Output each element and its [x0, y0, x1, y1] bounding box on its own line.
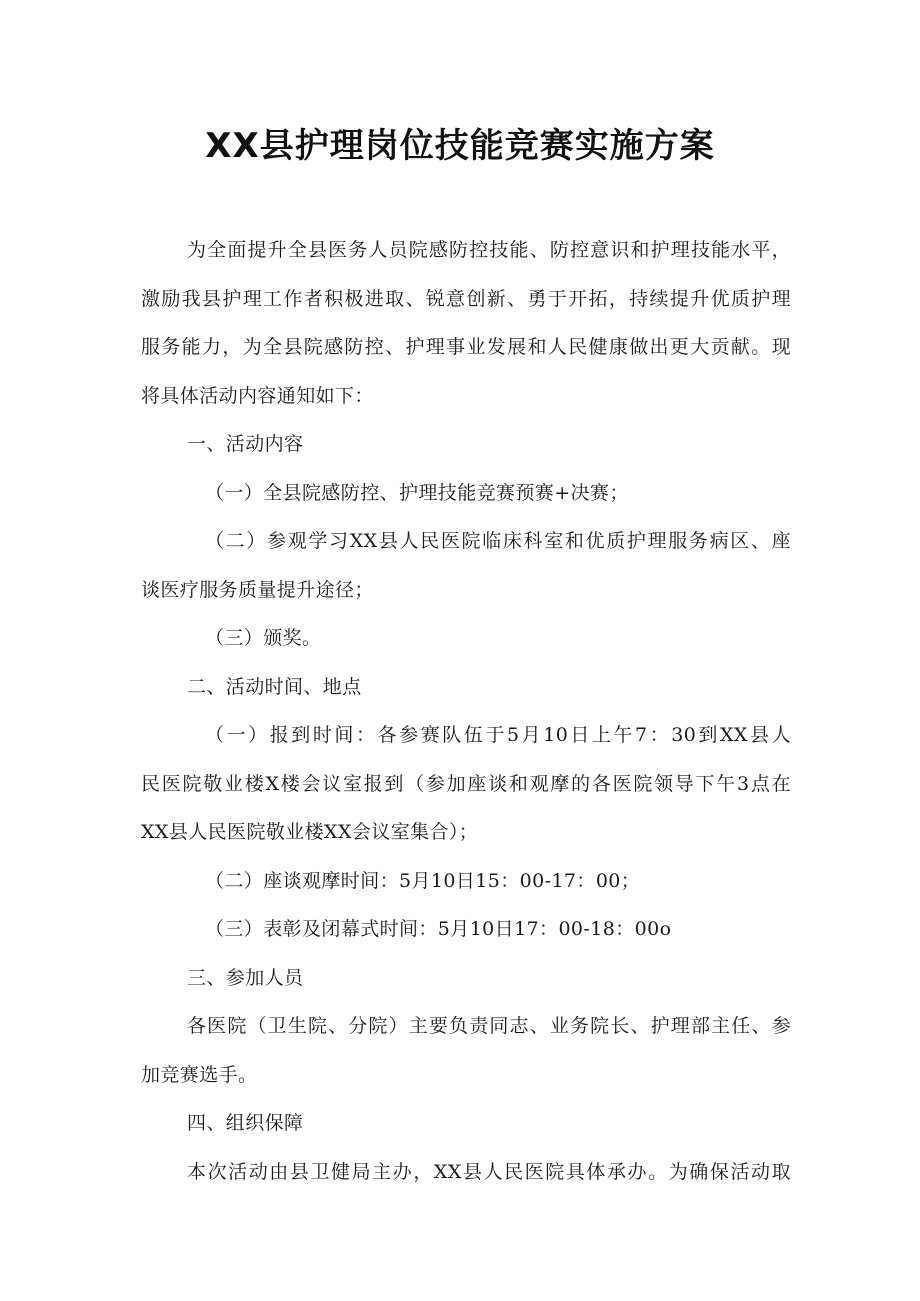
paragraph-line: 服务能力，为全县院感防控、护理事业发展和人民健康做出更大贡献。现	[141, 336, 791, 358]
paragraph-line: （一）全县院感防控、护理技能竞赛预赛+决赛；	[205, 481, 629, 504]
paragraph-line: 民医院敬业楼X楼会议室报到（参加座谈和观摩的各医院领导下午3点在	[141, 772, 791, 795]
paragraph-line: （三）颁奖。	[205, 627, 322, 649]
paragraph-line: 四、组织保障	[187, 1112, 304, 1134]
paragraph-line: （三）表彰及闭幕式时间：5月10日17：00-18：00o	[205, 918, 672, 940]
paragraph-line: 加竞赛选手。	[141, 1063, 258, 1086]
paragraph-line: XX县人民医院敬业楼XX会议室集合）；	[141, 821, 479, 843]
document-body	[141, 226, 791, 1196]
paragraph-line: （二）座谈观摩时间：5月10日15：00-17：00；	[205, 869, 641, 892]
paragraph-line: （一）报到时间：各参赛队伍于5月10日上午7：30到XX县人	[205, 724, 791, 746]
paragraph-line: 一、活动内容	[187, 433, 304, 455]
paragraph-line: 三、参加人员	[187, 966, 304, 989]
paragraph-line: 二、活动时间、地点	[187, 675, 362, 698]
paragraph-line: 激励我县护理工作者积极进取、锐意创新、勇于开拓，持续提升优质护理	[141, 287, 791, 310]
paragraph-line: 将具体活动内容通知如下：	[141, 384, 374, 407]
document-title: XX县护理岗位技能竞赛实施方案	[205, 126, 715, 166]
paragraph-line: 谈医疗服务质量提升途径；	[141, 578, 374, 601]
paragraph-line: 本次活动由县卫健局主办，XX县人民医院具体承办。为确保活动取	[187, 1160, 791, 1183]
paragraph-line: （二）参观学习XX县人民医院临床科室和优质护理服务病区、座	[205, 530, 791, 552]
paragraph-line: 各医院（卫生院、分院）主要负责同志、业务院长、护理部主任、参	[187, 1015, 791, 1037]
paragraph-line: 为全面提升全县医务人员院感防控技能、防控意识和护理技能水平，	[187, 239, 791, 261]
